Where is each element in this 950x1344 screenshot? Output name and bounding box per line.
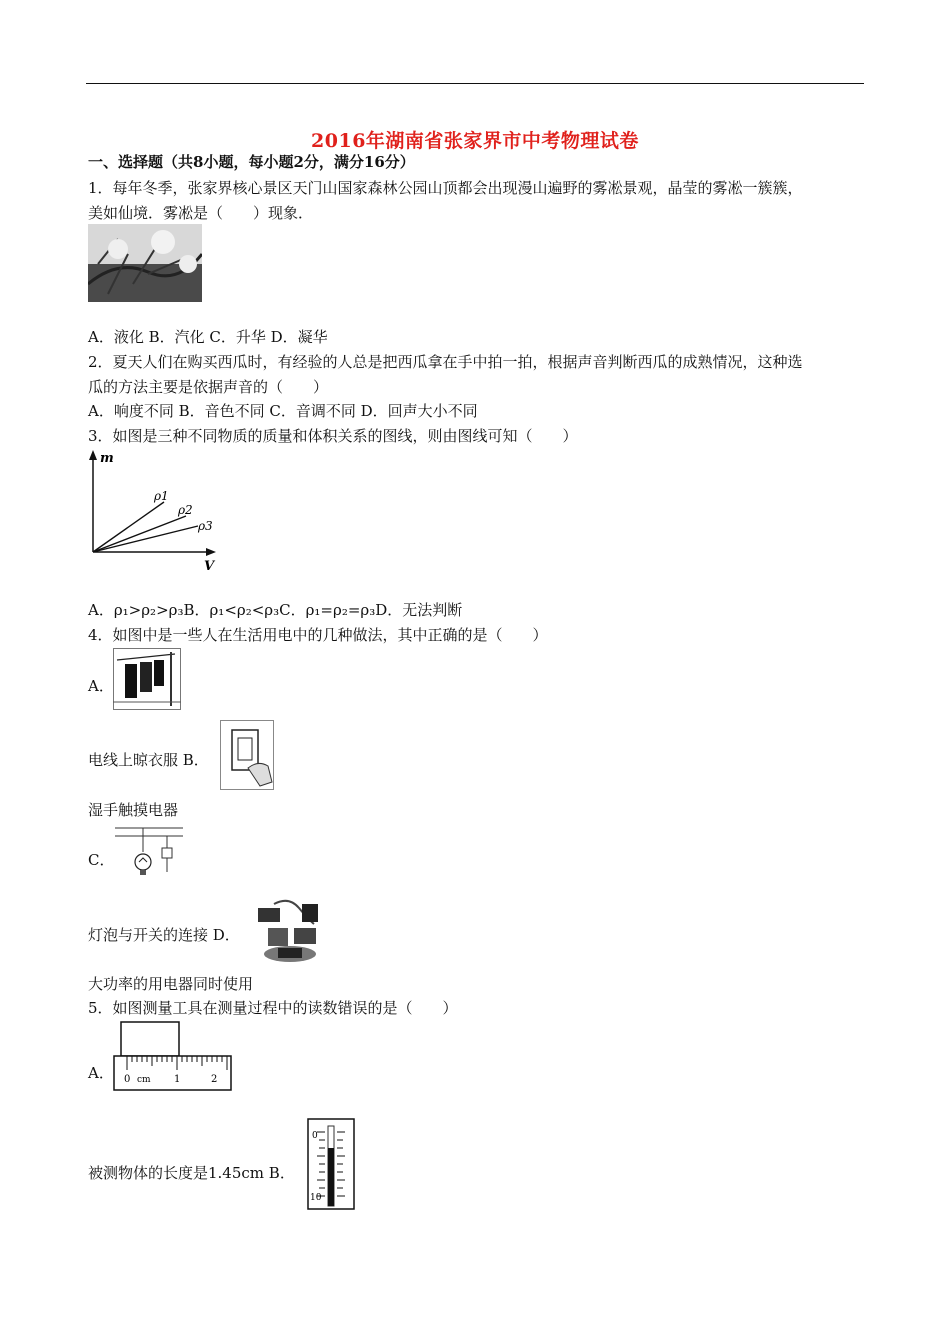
clothes-on-wire-image bbox=[113, 648, 181, 710]
q4-a-caption: 电线上晾衣服 B． bbox=[88, 751, 209, 769]
line-label-rho2: ρ2 bbox=[178, 503, 193, 517]
overloaded-socket-image bbox=[254, 894, 326, 968]
ruler-tick-0: 0 bbox=[124, 1074, 131, 1085]
ruler-tick-1: 1 bbox=[174, 1074, 181, 1085]
wet-hand-switch-image bbox=[220, 720, 274, 790]
header-rule bbox=[86, 83, 864, 84]
ruler-measurement-image bbox=[113, 1020, 233, 1094]
thermo-mark-10: 10 bbox=[310, 1193, 322, 1203]
line-label-rho3: ρ3 bbox=[198, 519, 213, 533]
q5-a-label: A． bbox=[88, 1064, 114, 1082]
q3-options: A．ρ₁>ρ₂>ρ₃B．ρ₁<ρ₂<ρ₃C．ρ₁=ρ₂=ρ₃D．无法判断 bbox=[88, 601, 463, 619]
q5-a-caption: 被测物体的长度是1.45cm B． bbox=[88, 1164, 295, 1182]
section-heading: 一、选择题（共8小题，每小题2分，满分16分） bbox=[88, 153, 415, 171]
rime-photo bbox=[88, 224, 202, 302]
q2-line1: 2．夏天人们在购买西瓜时，有经验的人总是把西瓜拿在手中拍一拍，根据声音判断西瓜的成熟情况，这种选 bbox=[88, 353, 803, 371]
q4-d-caption: 大功率的用电器同时使用 bbox=[88, 975, 254, 993]
q2-options: A．响度不同 B．音色不同 C．音调不同 D．回声大小不同 bbox=[88, 402, 478, 420]
thermo-mark-0: 0 bbox=[312, 1131, 318, 1141]
bulb-switch-circuit-image bbox=[113, 822, 185, 878]
q1-line2: 美如仙境．雾凇是（ ）现象． bbox=[88, 204, 314, 222]
q4-b-caption: 湿手触摸电器 bbox=[88, 801, 179, 819]
q2-line2: 瓜的方法主要是依据声音的（ ） bbox=[88, 378, 329, 396]
thermometer-image bbox=[307, 1118, 355, 1210]
line-label-rho1: ρ1 bbox=[154, 489, 169, 503]
page-title: 2016年湖南省张家界市中考物理试卷 bbox=[311, 130, 639, 152]
q1-options: A．液化 B．汽化 C．升华 D．凝华 bbox=[88, 328, 328, 346]
q4-stem: 4．如图中是一些人在生活用电中的几种做法，其中正确的是（ ） bbox=[88, 626, 548, 644]
q4-c-label: C． bbox=[88, 851, 115, 869]
y-axis-label: m bbox=[100, 451, 114, 466]
q1-line1: 1．每年冬季，张家界核心景区天门山国家森林公园山顶都会出现漫山遍野的雾凇景观，晶莹的雾凇一簇簇， bbox=[88, 179, 803, 197]
x-axis-label: V bbox=[204, 559, 215, 574]
q4-a-label: A． bbox=[88, 677, 114, 695]
density-graph bbox=[86, 448, 218, 574]
q3-stem: 3．如图是三种不同物质的质量和体积关系的图线，则由图线可知（ ） bbox=[88, 427, 578, 445]
q5-stem: 5．如图测量工具在测量过程中的读数错误的是（ ） bbox=[88, 999, 458, 1017]
ruler-unit: cm bbox=[137, 1075, 151, 1085]
ruler-tick-2: 2 bbox=[211, 1074, 218, 1085]
q4-c-caption: 灯泡与开关的连接 D． bbox=[88, 926, 240, 944]
